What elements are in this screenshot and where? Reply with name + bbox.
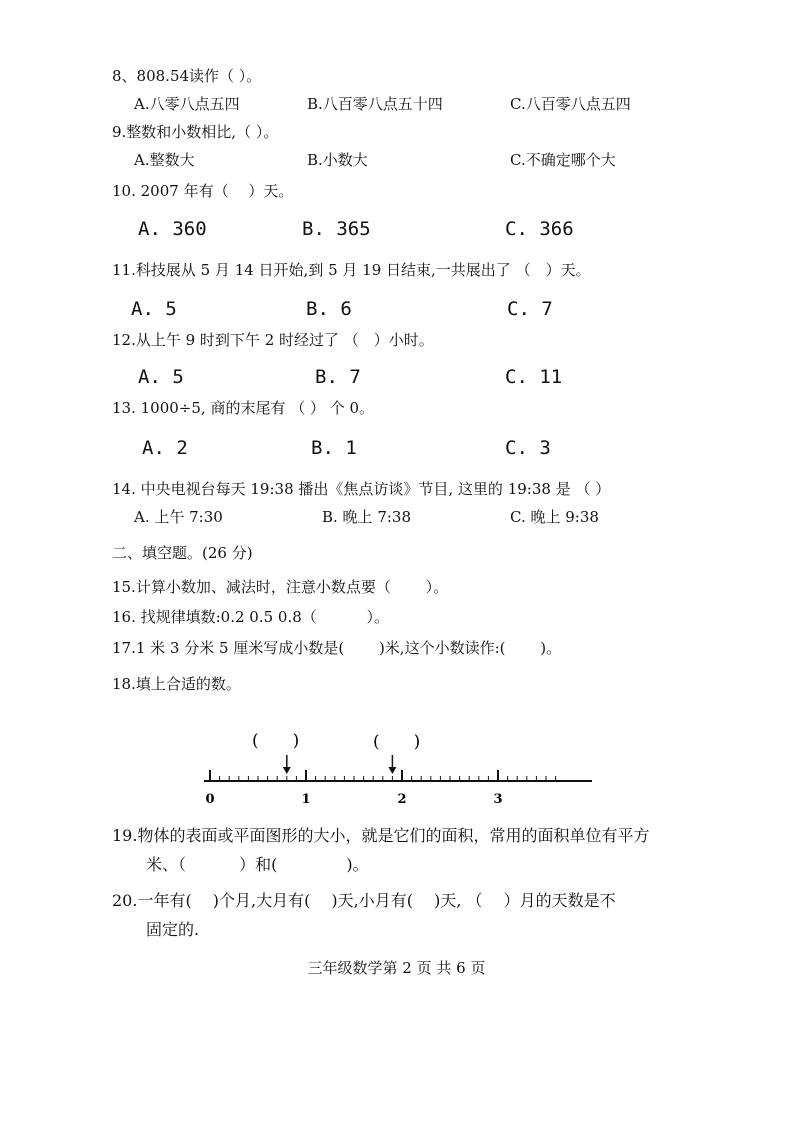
question-19-line-1: 19.物体的表面或平面图形的大小，就是它们的面积，常用的面积单位有平方 (112, 826, 650, 845)
question-19-line-2: 米、（ ）和( )。 (146, 855, 369, 874)
question-9-option-b: B.小数大 (307, 151, 368, 169)
question-10-option-b: B. 365 (302, 218, 371, 240)
number-line-ticks (210, 770, 556, 781)
question-16: 16. 找规律填数:0.2 0.5 0.8（ ）。 (112, 608, 390, 626)
question-13-option-b: B. 1 (311, 437, 357, 459)
page-footer: 三年级数学第 2 页 共 6 页 (307, 959, 486, 977)
question-18: 18.填上合适的数。 (112, 675, 241, 693)
question-13-option-c: C. 3 (505, 437, 551, 459)
question-14-option-b: B. 晚上 7:38 (322, 508, 412, 526)
question-13-option-a: A. 2 (142, 437, 188, 459)
question-12-stem: 12.从上午 9 时到下午 2 时经过了 （ ）小时。 (112, 331, 434, 349)
question-14-option-a: A. 上午 7:30 (134, 508, 223, 526)
section-2-heading: 二、填空题。(26 分) (112, 544, 253, 562)
question-12-option-a: A. 5 (138, 366, 184, 388)
question-11-stem: 11.科技展从 5 月 14 日开始,到 5 月 19 日结束,一共展出了 （ ）天。 (112, 261, 591, 279)
question-20-line-2: 固定的. (146, 920, 200, 939)
question-20-line-1: 20.一年有( )个月,大月有( )天,小月有( )天, （ ）月的天数是不 (112, 891, 616, 910)
question-11-option-a: A. 5 (131, 298, 177, 320)
question-17: 17.1 米 3 分米 5 厘米写成小数是( )米,这个小数读作:( )。 (112, 639, 562, 657)
question-8-option-a: A.八零八点五四 (134, 95, 240, 113)
question-10-option-a: A. 360 (138, 218, 207, 240)
number-line-arrow-2 (388, 755, 396, 774)
number-line-figure (190, 718, 610, 808)
number-line-label-3: 3 (493, 792, 503, 807)
question-11-option-c: C. 7 (507, 298, 553, 320)
question-9-option-c: C.不确定哪个大 (510, 151, 616, 169)
number-line-label-0: 0 (205, 792, 215, 807)
question-12-option-c: C. 11 (505, 366, 563, 388)
number-line-label-1: 1 (301, 792, 311, 807)
number-line-label-2: 2 (397, 792, 407, 807)
number-line-arrow-1 (283, 755, 291, 774)
question-12-option-b: B. 7 (315, 366, 361, 388)
question-11-option-b: B. 6 (306, 298, 352, 320)
number-line-blank-2: ( ) (373, 732, 421, 752)
question-8-stem: 8、808.54读作（ ）。 (112, 67, 262, 85)
question-14-option-c: C. 晚上 9:38 (510, 508, 599, 526)
question-8-option-c: C.八百零八点五四 (510, 95, 631, 113)
question-15: 15.计算小数加、减法时，注意小数点要（ ）。 (112, 578, 449, 596)
question-13-stem: 13. 1000÷5, 商的末尾有 （ ） 个 0。 (112, 399, 375, 417)
number-line-blank-1: ( ) (252, 731, 300, 751)
question-9-option-a: A.整数大 (134, 151, 195, 169)
question-14-stem: 14. 中央电视台每天 19:38 播出《焦点访谈》节目, 这里的 19:38 是 （ ） (112, 480, 611, 498)
question-10-option-c: C. 366 (505, 218, 574, 240)
question-9-stem: 9.整数和小数相比,（ ）。 (112, 123, 279, 141)
question-8-option-b: B.八百零八点五十四 (307, 95, 443, 113)
question-10-stem: 10. 2007 年有（ ）天。 (112, 182, 294, 200)
